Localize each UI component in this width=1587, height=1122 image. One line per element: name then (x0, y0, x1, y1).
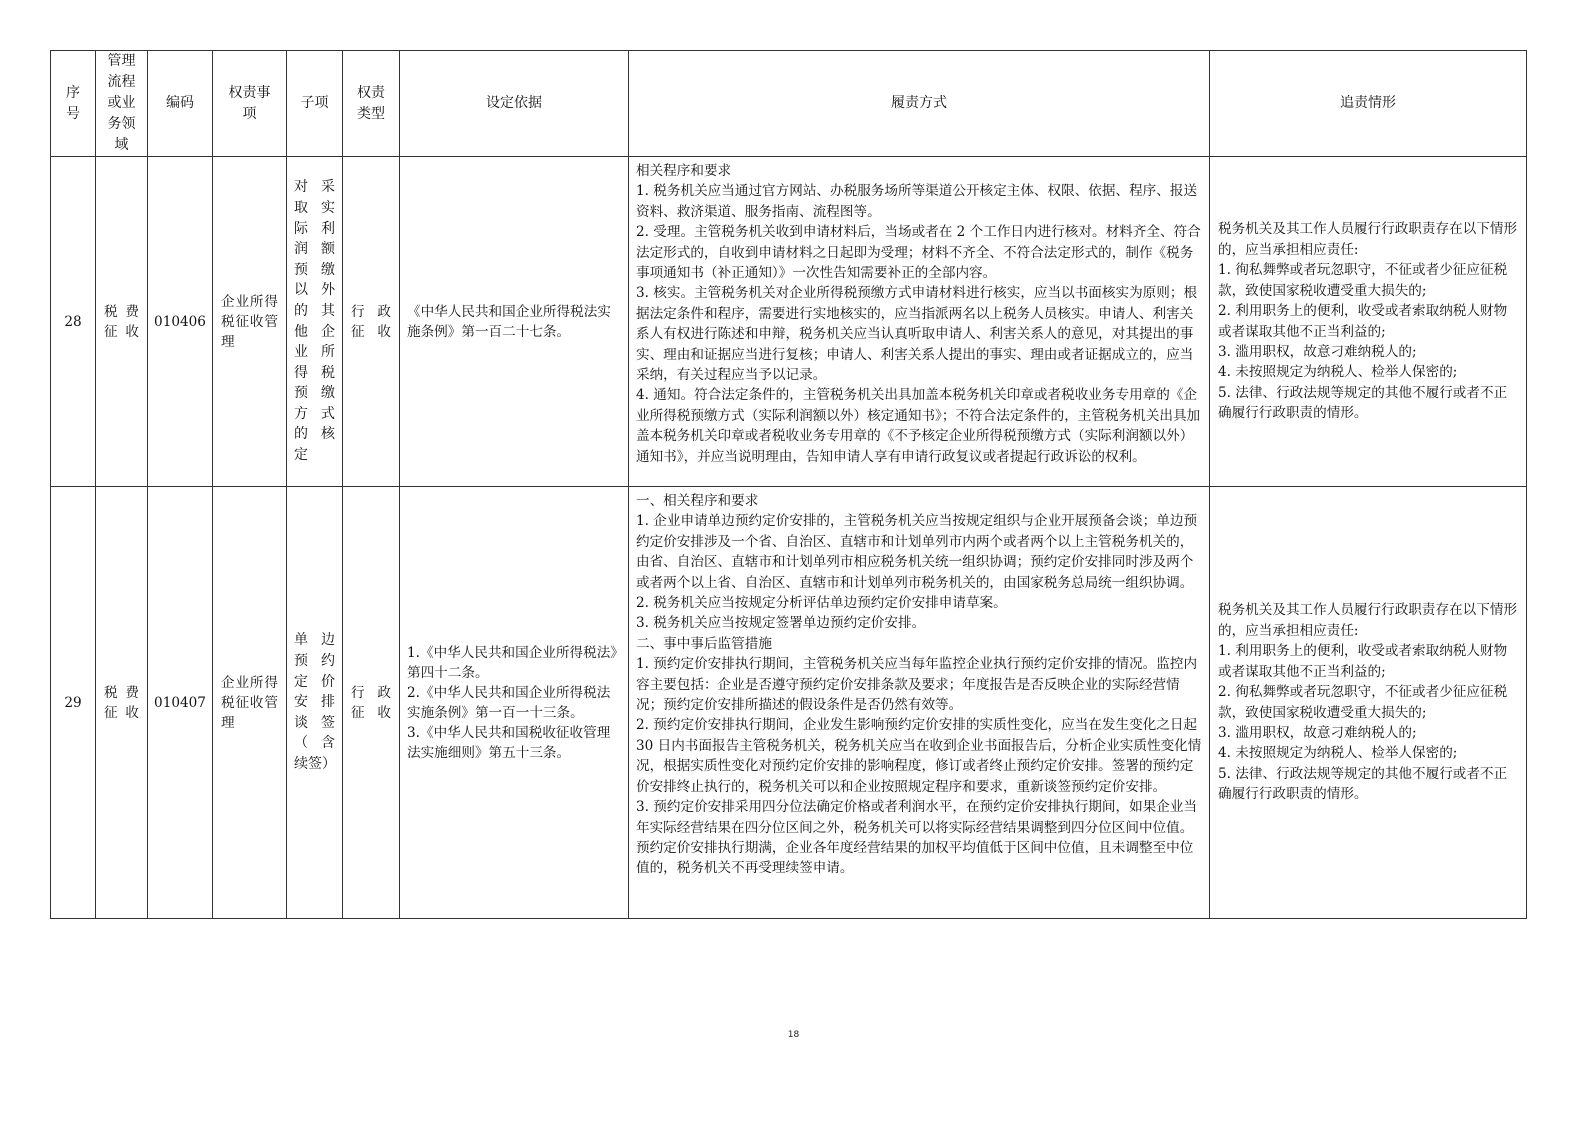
cell-area: 税费征收 (96, 487, 148, 919)
cell-type: 行政征收 (343, 487, 400, 919)
text-line: 2. 税务机关应当按规定分析评估单边预约定价安排申请草案。 (636, 595, 1007, 612)
text-line: 2. 利用职务上的便利，收受或者索取纳税人财物或者谋取其他不正当利益的; (1218, 303, 1508, 340)
text-line: 税务机关及其工作人员履行行政职责存在以下情形的，应当承担相应责任: (1218, 602, 1518, 639)
text-line: 二、事中事后监管措施 (636, 635, 772, 652)
cell-item: 企业所得税征收管理 (213, 487, 287, 919)
text-line: 《中华人民共和国企业所得税法实施条例》第一百二十七条。 (407, 303, 611, 340)
text-line: 1. 税务机关应当通过官方网站、办税服务场所等渠道公开核定主体、权限、依据、程序、报送资料、救济渠道、服务指南、流程图等。 (636, 183, 1198, 220)
accountability-lines (1218, 219, 1518, 423)
responsibility-table (50, 50, 1527, 919)
text-line: 4. 通知。符合法定条件的，主管税务机关出具加盖本税务机关印章或者税收业务专用章的《企业所得税预缴方式（实际利润额以外）核定通知书》；不符合法定条件的，主管税务机关出具加盖本税务机关印章或者税收业务专用章的《不予核定企业所得税预缴方式（实际利润额以外）通知书》，并应当说明理由，告知申请人享有申请行政复议或者提起行政诉讼的权利。 (636, 387, 1201, 465)
cell-sub (287, 157, 343, 487)
text-line: 3. 核实。主管税务机关对企业所得税预缴方式申请材料进行核实，应当以书面核实为原则；根据法定条件和程序，需要进行实地核实的，应当指派两名以上税务人员核实。申请人、利害关系人有权进行陈述和申辩，税务机关应当认真听取申请人、利害关系人的意见，对其提出的事实、理由和证据应当进行复核；申请人、利害关系人提出的事实、理由或者证据成立的，应当采纳，有关过程应当予以记录。 (636, 285, 1198, 384)
duty-lines (636, 491, 1202, 879)
cell-duty (629, 157, 1210, 487)
responsibility-table-container (50, 50, 1526, 919)
cell-code: 010407 (148, 487, 213, 919)
text-line: 4. 未按照规定为纳税人、检举人保密的; (1218, 745, 1458, 762)
text-line: 3. 滥用职权，故意刁难纳税人的; (1218, 343, 1417, 360)
cell-seq: 29 (51, 487, 96, 919)
cell-basis (400, 487, 629, 919)
cell-item: 企业所得税征收管理 (213, 157, 287, 487)
text-line: 1. 徇私舞弊或者玩忽职守，不征或者少征应征税款，致使国家税收遭受重大损失的; (1218, 262, 1508, 299)
basis-lines (407, 302, 621, 342)
text-line: 相关程序和要求 (636, 163, 732, 179)
text-line: 3.《中华人民共和国税收征收管理法实施细则》第五十三条。 (407, 724, 611, 761)
cell-code: 010406 (148, 157, 213, 487)
page-number: 18 (787, 1030, 800, 1040)
text-line: 2. 预约定价安排执行期间，企业发生影响预约定价安排的实质性变化，应当在发生变化之日起 30 日内书面报告主管税务机关，税务机关应当在收到企业书面报告后，分析企业实质性变化情况，根据实质性变化对预约定价安排的影响程度，修订或者终止预约定价安排。签署的预约定价安排终止执行的，税务机关可以和企业按照规定程序和要求，重新谈签预约定价安排。 (636, 717, 1202, 795)
cell-seq: 28 (51, 157, 96, 487)
cell-type: 行政征收 (343, 157, 400, 487)
text-line: 1. 企业申请单边预约定价安排的，主管税务机关应当按规定组织与企业开展预备会谈；单边预约定价安排涉及一个省、自治区、直辖市和计划单列市内两个或者两个以上主管税务机关的，由省、自治区、直辖市和计划单列市相应税务机关统一组织协调；预约定价安排同时涉及两个或者两个以上省、自治区、直辖市和计划单列市税务机关的，由国家税务总局统一组织协调。 (636, 513, 1198, 591)
header-sub: 子项 (287, 51, 343, 157)
text-line: 3. 滥用职权，故意刁难纳税人的; (1218, 724, 1417, 741)
cell-basis (400, 157, 629, 487)
text-line: 3. 税务机关应当按规定签署单边预约定价安排。 (636, 615, 926, 632)
text-line: 税务机关及其工作人员履行行政职责存在以下情形的，应当承担相应责任: (1218, 221, 1518, 258)
cell-duty (629, 487, 1210, 919)
header-type: 权责类型 (343, 51, 400, 157)
header-accountability: 追责情形 (1210, 51, 1527, 157)
header-seq: 序号 (51, 51, 96, 157)
header-code: 编码 (148, 51, 213, 157)
cell-sub (287, 487, 343, 919)
cell-accountability (1210, 157, 1527, 487)
header-area: 管理流程或业务领域 (96, 51, 148, 157)
basis-lines (407, 643, 621, 763)
duty-lines (636, 161, 1202, 467)
header-basis: 设定依据 (400, 51, 629, 157)
text-line: 4. 未按照规定为纳税人、检举人保密的; (1218, 364, 1458, 381)
text-line: 1.《中华人民共和国企业所得税法》第四十二条。 (407, 644, 618, 681)
table-row (51, 157, 1527, 487)
text-line: 2.《中华人民共和国企业所得税法实施条例》第一百一十三条。 (407, 684, 611, 721)
text-line: 2. 受理。主管税务机关收到申请材料后，当场或者在 2 个工作日内进行核对。材料齐全、符合法定形式的，自收到申请材料之日起即为受理；材料不齐全、不符合法定形式的，制作《税务事项通知书（补正通知）》一次性告知需要补正的全部内容。 (636, 224, 1201, 282)
cell-accountability (1210, 487, 1527, 919)
text-line: 1. 利用职务上的便利，收受或者索取纳税人财物或者谋取其他不正当利益的; (1218, 643, 1508, 680)
accountability-lines (1218, 600, 1518, 804)
table-row (51, 487, 1527, 919)
cell-area: 税费征收 (96, 157, 148, 487)
text-line: 1. 预约定价安排执行期间，主管税务机关应当每年监控企业执行预约定价安排的情况。监控内容主要包括：企业是否遵守预约定价安排条款及要求；年度报告是否反映企业的实际经营情况；预约定价安排所描述的假设条件是否仍然有效等。 (636, 656, 1198, 714)
cell-sub-text: 对采取实际利润额预缴以外的其他企业所得税预缴方式的核定 (294, 179, 335, 464)
text-line: 一、相关程序和要求 (636, 493, 759, 509)
header-item: 权责事项 (213, 51, 287, 157)
header-duty: 履责方式 (629, 51, 1210, 157)
table-header-row (51, 51, 1527, 157)
text-line: 3. 预约定价安排采用四分位法确定价格或者利润水平，在预约定价安排执行期间，如果企业当年实际经营结果在四分位区间之外，税务机关可以将实际经营结果调整到四分位区间中位值。预约定价安排执行期满，企业各年度经营结果的加权平均值低于区间中位值，且未调整至中位值的，税务机关不再受理续签申请。 (636, 799, 1198, 877)
cell-sub-text: 单边预约定价安排谈签（含续签） (294, 632, 336, 772)
text-line: 2. 徇私舞弊或者玩忽职守，不征或者少征应征税款，致使国家税收遭受重大损失的; (1218, 684, 1508, 721)
text-line: 5. 法律、行政法规等规定的其他不履行或者不正确履行行政职责的情形。 (1218, 384, 1508, 422)
text-line: 5. 法律、行政法规等规定的其他不履行或者不正确履行行政职责的情形。 (1218, 765, 1508, 803)
